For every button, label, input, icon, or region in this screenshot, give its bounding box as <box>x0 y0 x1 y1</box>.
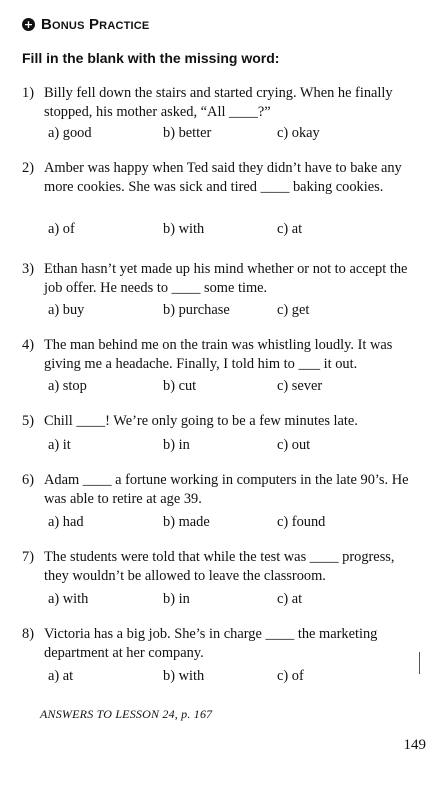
option-c: c) of <box>277 668 304 684</box>
option-a: a) at <box>48 668 74 684</box>
question-number: 8) <box>22 626 34 642</box>
option-b: b) cut <box>163 378 197 394</box>
question-7 <box>22 548 420 586</box>
question-text: Victoria has a big job. She’s in charge ____ the marketing department at her company. <box>44 626 378 661</box>
question-3 <box>22 260 420 298</box>
section-header <box>22 16 149 33</box>
question-text: Ethan hasn’t yet made up his mind whether or not to accept the job offer. He needs to ____ some time. <box>44 261 408 296</box>
option-a: a) of <box>48 221 75 237</box>
option-a: a) had <box>48 514 84 530</box>
page-number: 149 <box>403 737 426 753</box>
question-text: Amber was happy when Ted said they didn’t have to bake any more cookies. She was sick and tired ____ baking cookies. <box>44 160 402 195</box>
question-number: 7) <box>22 549 34 565</box>
option-c: c) at <box>277 221 303 237</box>
option-a: a) it <box>48 437 71 453</box>
section-title: Bonus Practice <box>41 16 150 33</box>
option-c: c) sever <box>277 378 323 394</box>
question-number: 5) <box>22 413 34 429</box>
option-b: b) in <box>163 591 190 607</box>
option-b: b) purchase <box>163 302 230 318</box>
option-b: b) with <box>163 668 205 684</box>
question-8 <box>22 625 420 663</box>
page-edge-mark <box>419 652 420 674</box>
option-c: c) get <box>277 302 310 318</box>
option-c: c) at <box>277 591 303 607</box>
options-4 <box>48 378 428 397</box>
options-6 <box>48 514 428 533</box>
question-4 <box>22 336 420 374</box>
question-5 <box>22 412 420 431</box>
options-5 <box>48 437 428 456</box>
instruction-text: Fill in the blank with the missing word: <box>22 50 280 66</box>
option-c: c) found <box>277 514 326 530</box>
question-text: Chill ____! We’re only going to be a few minutes late. <box>44 413 358 429</box>
option-c: c) okay <box>277 125 320 141</box>
options-3 <box>48 302 428 321</box>
option-a: a) buy <box>48 302 85 318</box>
question-number: 6) <box>22 472 34 488</box>
question-number: 2) <box>22 160 34 176</box>
option-b: b) made <box>163 514 210 530</box>
question-number: 1) <box>22 85 34 101</box>
option-a: a) good <box>48 125 92 141</box>
options-7 <box>48 591 428 610</box>
option-a: a) with <box>48 591 89 607</box>
option-c: c) out <box>277 437 311 453</box>
question-text: The man behind me on the train was whistling loudly. It was giving me a headache. Finally, I told him to ___ it out. <box>44 337 393 372</box>
option-b: b) better <box>163 125 212 141</box>
option-a: a) stop <box>48 378 87 394</box>
question-number: 4) <box>22 337 34 353</box>
question-text: The students were told that while the test was ____ progress, they wouldn’t be allowed to leave the classroom. <box>44 549 395 584</box>
question-text: Billy fell down the stairs and started crying. When he finally stopped, his mother asked, “All ____?” <box>44 85 393 120</box>
options-1 <box>48 125 428 144</box>
options-8 <box>48 668 428 687</box>
question-1 <box>22 84 420 122</box>
options-2 <box>48 221 428 240</box>
answers-reference: ANSWERS TO LESSON 24, p. 167 <box>40 707 213 721</box>
question-number: 3) <box>22 261 34 277</box>
option-b: b) with <box>163 221 205 237</box>
question-text: Adam ____ a fortune working in computers in the late 90’s. He was able to retire at age 39. <box>44 472 409 507</box>
question-6 <box>22 471 420 509</box>
option-b: b) in <box>163 437 190 453</box>
plus-circle-icon: + <box>23 18 34 31</box>
question-2 <box>22 159 420 197</box>
